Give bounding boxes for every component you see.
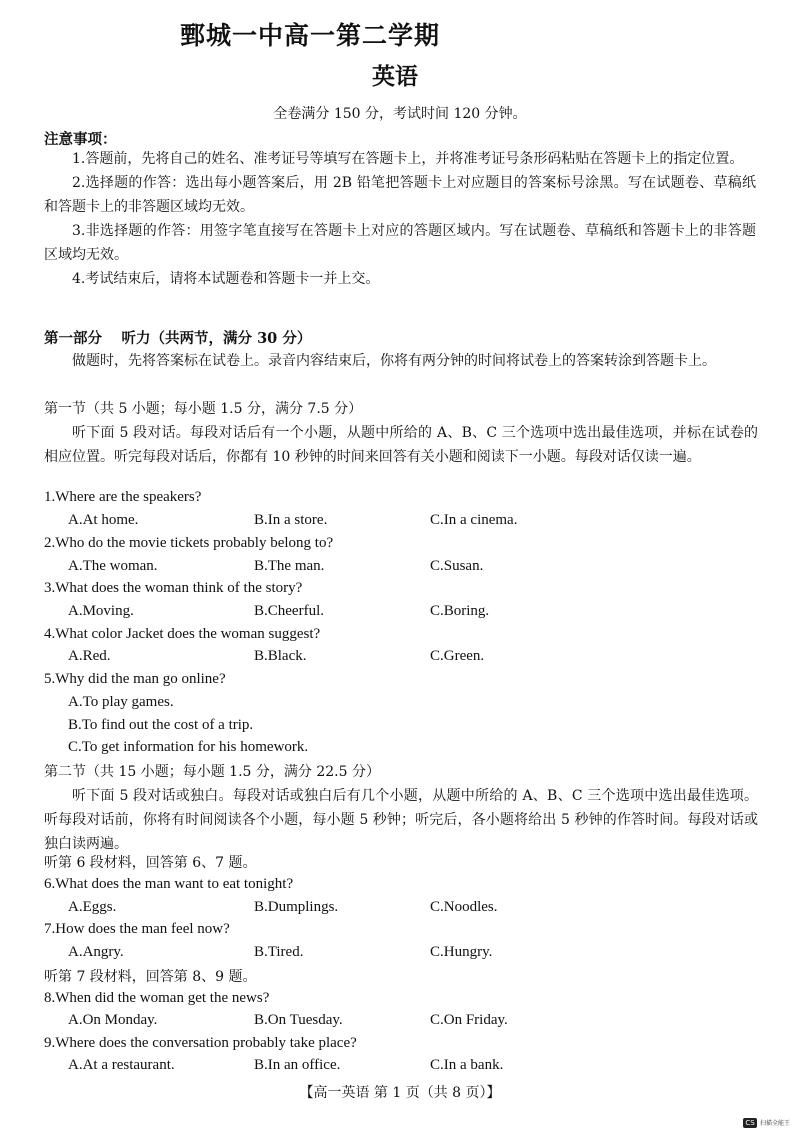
section1-instructions: 听下面 5 段对话。每段对话后有一个小题，从题中所给的 A、B、C 三个选项中选出最佳选项，并标在试卷的相应位置。听完每段对话后，你都有 10 秒钟的时间来回答有关小题和阅读下一小题。每段对话仅读一遍。 xyxy=(44,425,758,465)
notice-list xyxy=(44,147,756,291)
notice-item: 4.考试结束后，请将本试题卷和答题卡一并上交。 xyxy=(72,271,380,287)
option-c: C.On Friday. xyxy=(430,1012,508,1028)
option-c: C.In a cinema. xyxy=(430,512,518,528)
option-a: A.Angry. xyxy=(68,944,124,960)
question-8: 8.When did the woman get the news? xyxy=(44,990,270,1006)
option-a: A.Red. xyxy=(68,648,111,664)
option-c: C.Noodles. xyxy=(430,899,498,915)
question-9: 9.Where does the conversation probably take place? xyxy=(44,1035,357,1051)
page-footer: 【高一英语 第 1 页（共 8 页）】 xyxy=(299,1085,501,1101)
material-7-note: 听第 7 段材料，回答第 8、9 题。 xyxy=(44,969,257,985)
notice-heading: 注意事项： xyxy=(44,131,117,148)
question-2: 2.Who do the movie tickets probably belong to? xyxy=(44,535,334,551)
scanner-logo-icon: CS xyxy=(743,1118,757,1128)
option-b: B.On Tuesday. xyxy=(254,1012,343,1028)
question-4: 4.What color Jacket does the woman suggest? xyxy=(44,626,321,642)
option-c: C.In a bank. xyxy=(430,1057,504,1073)
option-a: A.At home. xyxy=(68,512,139,528)
option-c: C.To get information for his homework. xyxy=(68,739,309,755)
watermark xyxy=(743,1118,790,1128)
option-b: B.Cheerful. xyxy=(254,603,324,619)
part1-heading: 第一部分 听力（共两节，满分 30 分） xyxy=(44,330,312,347)
option-b: B.In a store. xyxy=(254,512,328,528)
question-3: 3.What does the woman think of the story? xyxy=(44,580,303,596)
question-7: 7.How does the man feel now? xyxy=(44,921,230,937)
material-6-note: 听第 6 段材料，回答第 6、7 题。 xyxy=(44,855,257,871)
option-c: C.Hungry. xyxy=(430,944,493,960)
section1-heading: 第一节（共 5 小题；每小题 1.5 分，满分 7.5 分） xyxy=(44,401,363,417)
option-a: A.On Monday. xyxy=(68,1012,158,1028)
part1-intro: 做题时，先将答案标在试卷上。录音内容结束后，你将有两分钟的时间将试卷上的答案转涂到答题卡上。 xyxy=(72,353,716,369)
exam-subject: 英语 xyxy=(372,63,418,90)
option-a: A.To play games. xyxy=(68,694,174,710)
question-5: 5.Why did the man go online? xyxy=(44,671,226,687)
exam-title: 鄄城一中高一第二学期 xyxy=(180,21,441,50)
option-b: B.The man. xyxy=(254,558,325,574)
question-1: 1.Where are the speakers? xyxy=(44,489,202,505)
option-b: B.Dumplings. xyxy=(254,899,339,915)
notice-item: 3.非选择题的作答：用签字笔直接写在答题卡上对应的答题区域内。写在试题卷、草稿纸和答题卡上的非答题区域均无效。 xyxy=(44,223,756,263)
option-b: B.Black. xyxy=(254,648,307,664)
option-c: C.Green. xyxy=(430,648,485,664)
option-b: B.Tired. xyxy=(254,944,304,960)
option-a: A.At a restaurant. xyxy=(68,1057,175,1073)
watermark-text: 扫描全能王 xyxy=(759,1119,790,1127)
option-b: B.In an office. xyxy=(254,1057,341,1073)
option-a: A.Eggs. xyxy=(68,899,117,915)
option-b: B.To find out the cost of a trip. xyxy=(68,717,254,733)
question-6: 6.What does the man want to eat tonight? xyxy=(44,876,294,892)
notice-item: 2.选择题的作答：选出每小题答案后，用 2B 铅笔把答题卡上对应题目的答案标号涂黑。写在试题卷、草稿纸和答题卡上的非答题区域均无效。 xyxy=(44,175,756,215)
section2-instructions: 听下面 5 段对话或独白。每段对话或独白后有几个小题，从题中所给的 A、B、C 三个选项中选出最佳选项。听每段对话前，你将有时间阅读各个小题，每小题 5 秒钟；听完后，各小题将给出 5 秒钟的作答时间。每段对话或独白读两遍。 xyxy=(44,788,758,852)
option-a: A.The woman. xyxy=(68,558,158,574)
option-a: A.Moving. xyxy=(68,603,134,619)
option-c: C.Boring. xyxy=(430,603,490,619)
option-c: C.Susan. xyxy=(430,558,484,574)
section2-heading: 第二节（共 15 小题；每小题 1.5 分，满分 22.5 分） xyxy=(44,764,380,780)
exam-meta: 全卷满分 150 分，考试时间 120 分钟。 xyxy=(273,106,527,122)
notice-item: 1.答题前，先将自己的姓名、准考证号等填写在答题卡上，并将准考证号条形码粘贴在答题卡上的指定位置。 xyxy=(72,151,744,167)
